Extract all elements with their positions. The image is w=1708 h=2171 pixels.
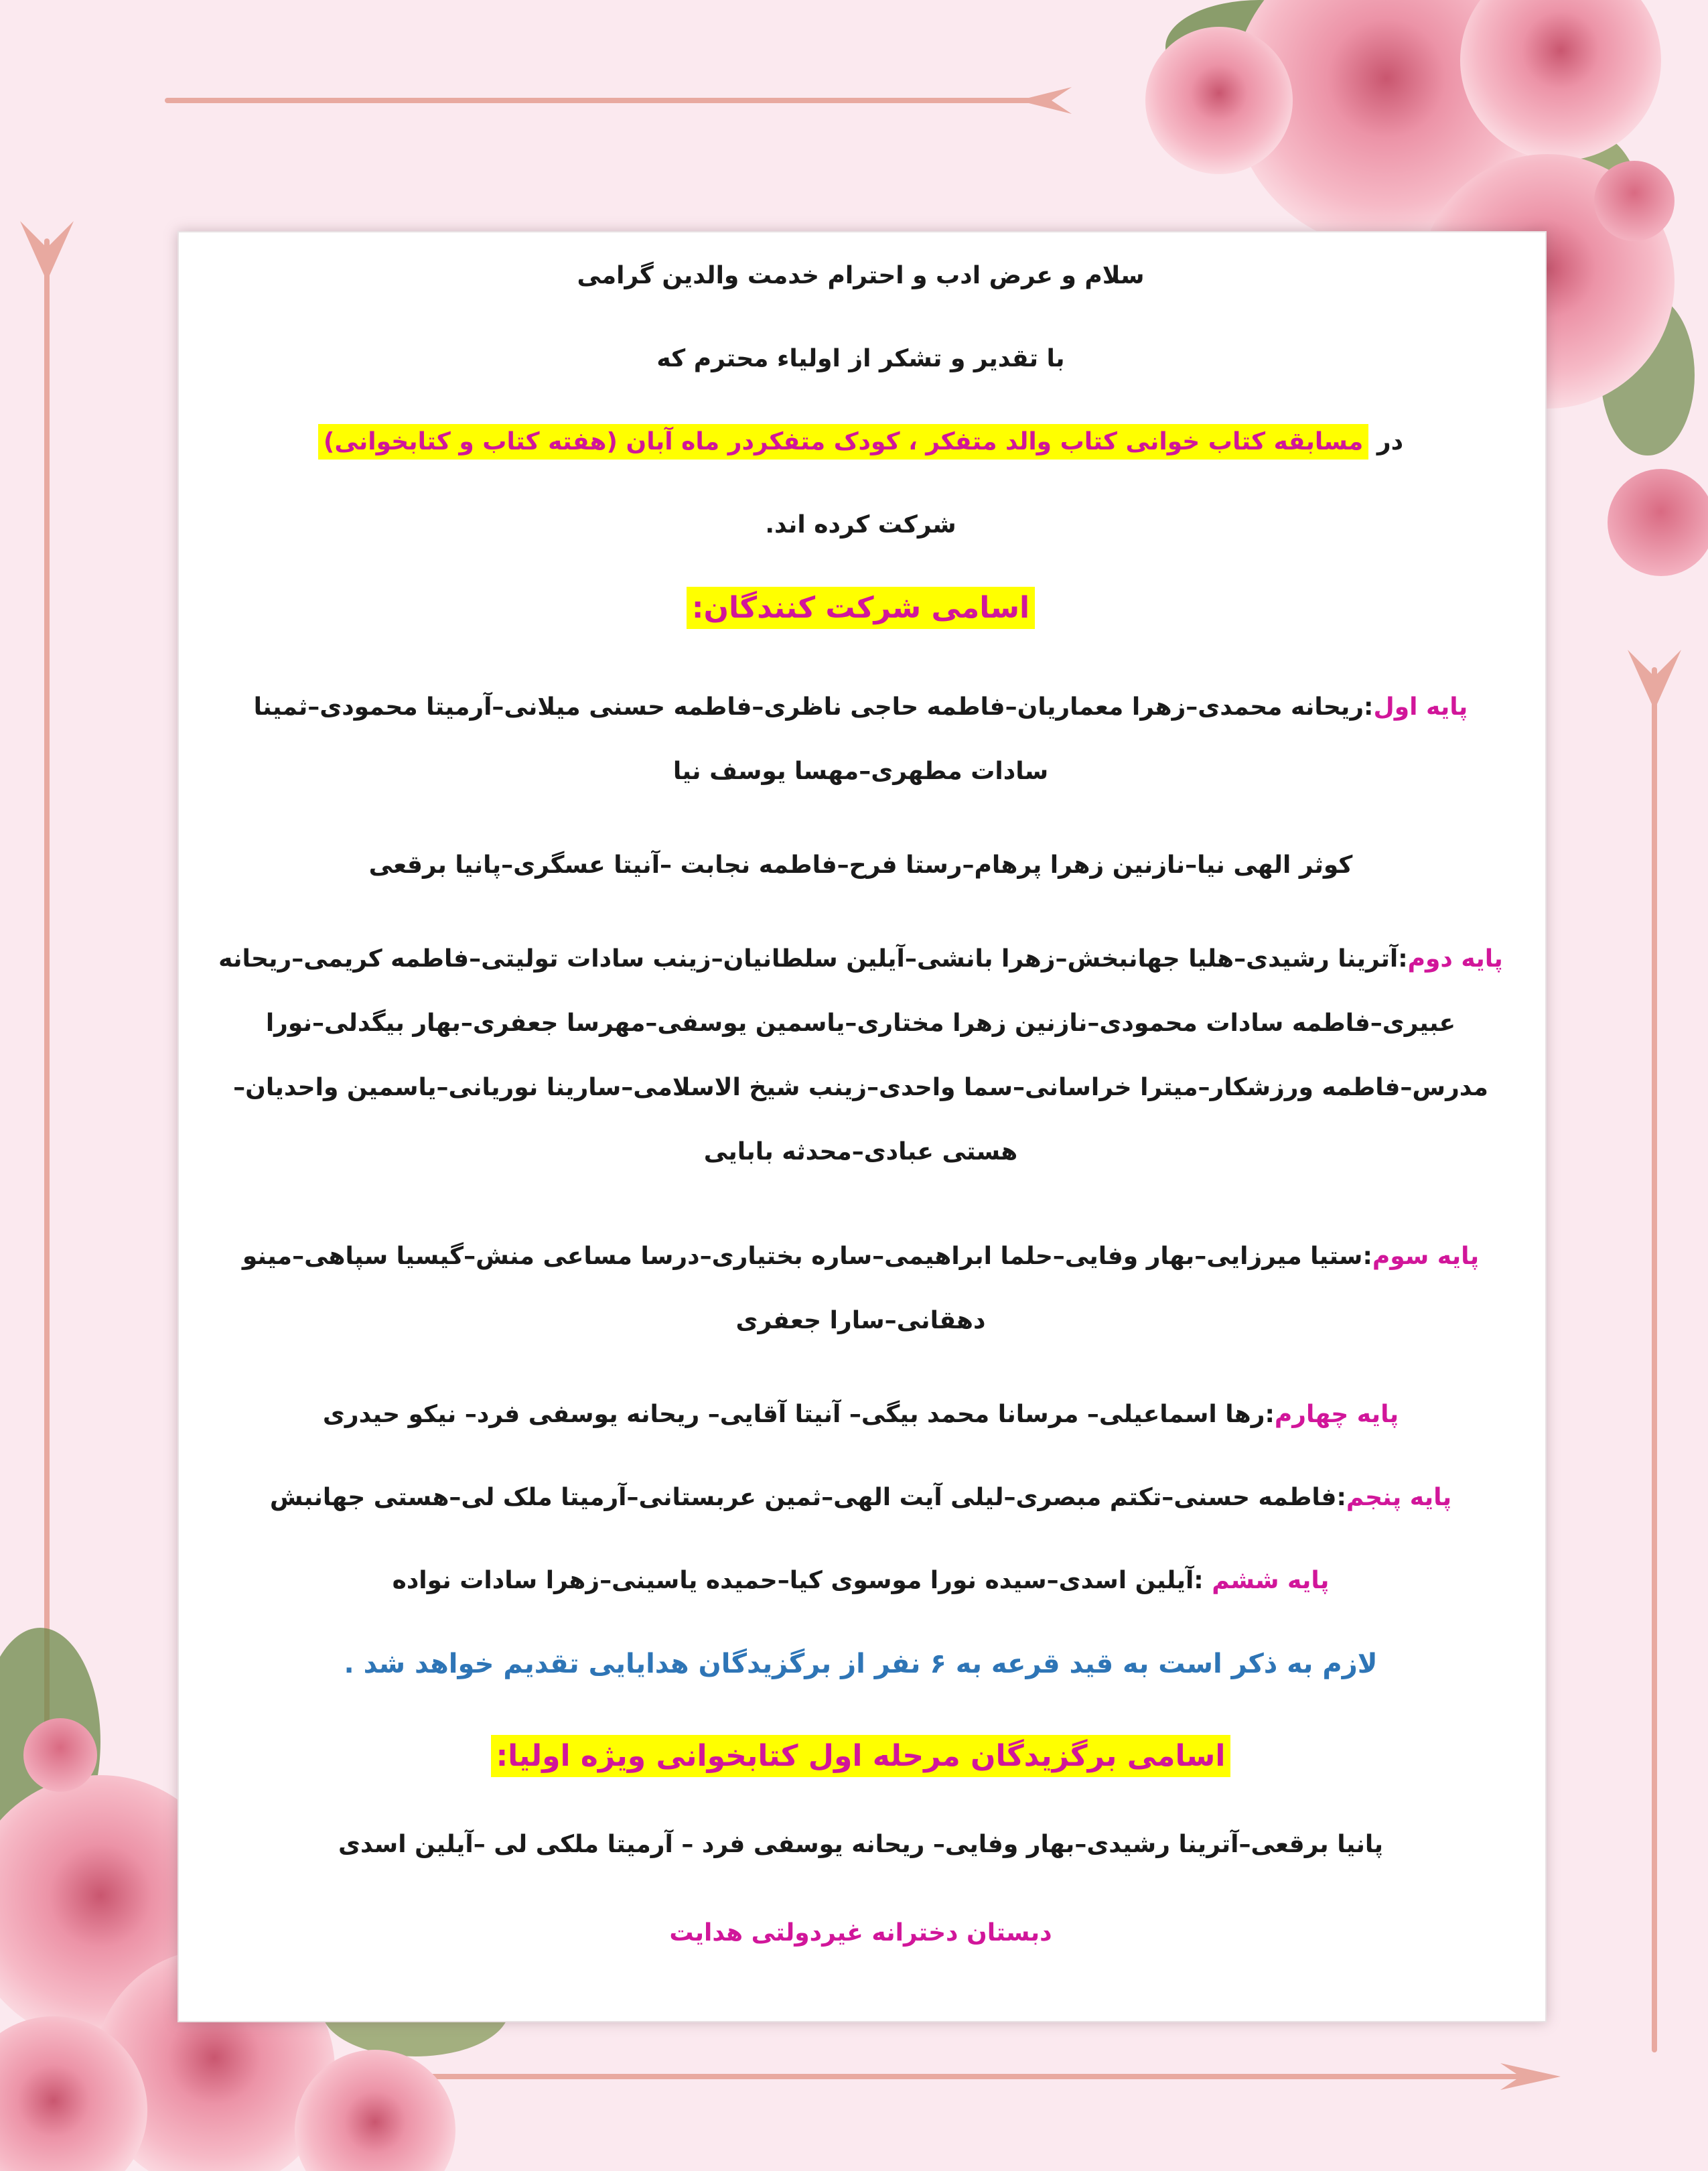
contest-prefix: در: [1376, 428, 1404, 456]
grade-label: پایه چهارم: [1274, 1401, 1399, 1428]
grade-names: :ریحانه محمدی–زهرا معماریان–فاطمه حاجی ناظری–فاطمه حسنی میلانی–آرمیتا محمودی–ثمینا سادات مطهری–مهسا یوسف نیا: [253, 693, 1374, 785]
grade-label: پایه ششم: [1212, 1567, 1330, 1594]
grade-names: :آترینا رشیدی–هلیا جهانبخش–زهرا بانشی–آیلین سلطانیان–زینب سادات تولیتی–فاطمه کریمی–ریحانه عبیری–فاطمه سادات محمودی–نازنین زهرا مختاری–یاسمین یوسفی–مهرسا جعفری–بهار بیگدلی–نورا مدرس–فاطمه ورزشکار–میترا خراسانی–سما واحدی–زینب شیخ الاسلامی–سارینا نوریانی–یاسمین واحدیان–هستی عبادی–محدثه بابایی: [218, 945, 1488, 1166]
grade-label: پایه پنجم: [1346, 1484, 1452, 1511]
winners-title: اسامی برگزیدگان مرحله اول کتابخوانی ویژه اولیا:: [218, 1735, 1504, 1778]
grade-6: [218, 1559, 1504, 1602]
grade-label: پایه دوم: [1407, 945, 1503, 973]
school-name: دبستان دخترانه غیردولتی هدایت: [669, 1919, 1052, 1947]
grade-names: :فاطمه حسنی–تکتم مبصری–لیلی آیت الهی–ثمین عربستانی–آرمیتا ملک لی–هستی جهانبش: [269, 1484, 1346, 1511]
lottery-note: لازم به ذکر است به قید قرعه به ۶ نفر از برگزیدگان هدایایی تقدیم خواهد شد .: [344, 1649, 1378, 1679]
grade-names: :ستیا میرزایی–بهار وفایی–حلما ابراهیمی–ساره بختیاری–درسا مساعی منش–گیسیا سپاهی–مینو دهقانی–سارا جعفری: [242, 1243, 1372, 1334]
grade-label: پایه سوم: [1372, 1243, 1480, 1270]
thanks-line: با تقدیر و تشکر از اولیاء محترم که: [656, 345, 1065, 372]
participated-line: شرکت کرده اند.: [765, 511, 956, 539]
grade-4: [218, 1393, 1504, 1436]
grade-label: پایه اول: [1373, 693, 1468, 721]
grade-2: [218, 927, 1504, 1184]
winners-list: پانیا برقعی–آترینا رشیدی–بهار وفایی– ریحانه یوسفی فرد – آرمیتا ملکی لی –آیلین اسدی: [338, 1831, 1383, 1858]
grade-names: :رها اسماعیلی– مرسانا محمد بیگی– آنیتا آقایی– ریحانه یوسفی فرد– نیکو حیدری: [322, 1401, 1275, 1428]
document-content: [218, 255, 1504, 1955]
grade-names: :آیلین اسدی–سیده نورا موسوی کیا–حمیده یاسینی–زهرا سادات نواده: [392, 1567, 1212, 1594]
grade-5: [218, 1476, 1504, 1519]
grade-3: [218, 1224, 1504, 1353]
grade-1: [218, 675, 1504, 804]
participants-title: اسامی شرکت کنندگان:: [218, 587, 1504, 630]
contest-line: [218, 421, 1504, 464]
contest-name: مسابقه کتاب خوانی کتاب والد متفکر ، کودک متفکردر ماه آبان (هفته کتاب و کتابخوانی): [318, 424, 1368, 460]
grade-1-extra: کوثر الهی نیا–نازنین زهرا پرهام–رستا فرح–فاطمه نجابت –آنیتا عسگری–پانیا برقعی: [368, 851, 1353, 879]
greeting-line: سلام و عرض ادب و احترام خدمت والدین گرامی: [577, 262, 1145, 289]
